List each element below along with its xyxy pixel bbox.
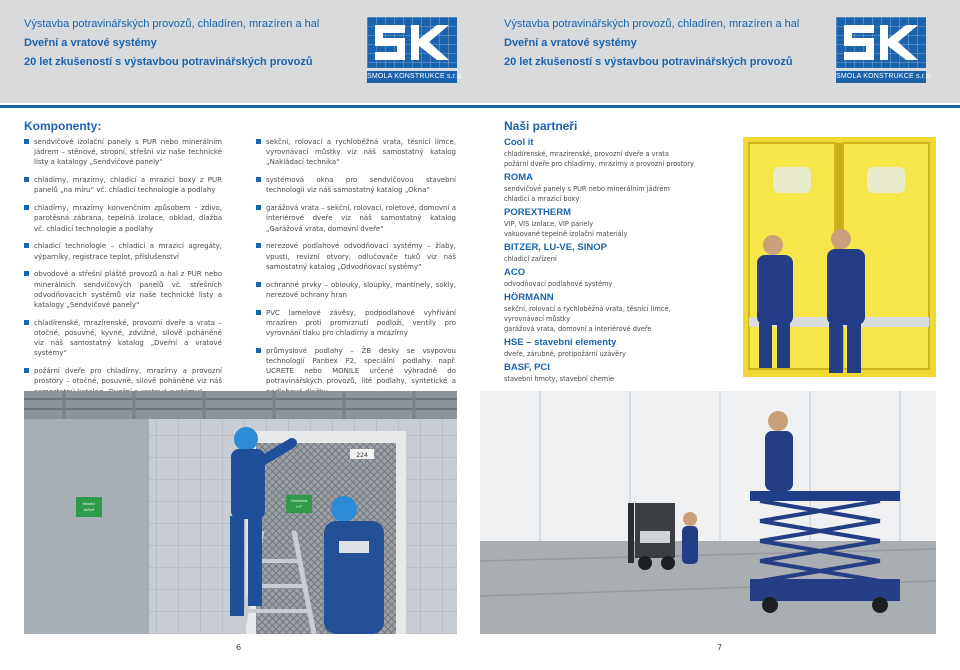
partner-cool-it [504,137,722,169]
partner-desc: garážová vrata, domovní a interiérové dveře [504,325,652,333]
company-logo [836,17,933,87]
page-number-right: 7 [717,643,723,652]
component-item: nerezové podlahové odvodňovací systémy – žlaby, vpusti, revizní otvory, odlučovače tuků viz náš samostatný katalog „Odvodňovací systémy“ [256,241,456,272]
component-item: garážová vrata – sekční, rolovací, roletové, domovní a interiérové dveře viz náš samostatný katalog „Garážová vrata, domovní dveře“ [256,203,456,234]
components-column-2 [256,137,456,404]
partner-name: Cool it [504,137,534,148]
partner-desc: chladicí a mrazicí boxy [504,195,580,203]
partner-desc: sekční, rolovací a rychloběžná vrata, těsnicí límce, [504,305,671,313]
right-header [480,0,960,103]
left-header [0,0,480,103]
component-item: chladírny, mrazírny, chladicí a mrazicí boxy z PUR panelů „na míru“ vč. chladicí technologie a podlahy [24,175,222,195]
partner-bitzer [504,242,722,264]
left-blue-rule [0,105,480,108]
header-line-1: Výstavba potravinářských provozů, chladíren, mrazíren a hal [504,18,800,30]
page-number-left: 6 [236,643,242,652]
partner-hormann [504,292,722,334]
partner-roma [504,172,722,204]
partner-desc: sendvičové panely s PUR nebo minerálním jádrem [504,185,670,193]
hall-photo [480,391,936,634]
partner-desc: chladírenské, mrazírenské, provozní dveře a vrata [504,150,669,158]
partner-desc: odvodňovací podlahové systémy [504,280,613,288]
partner-desc: stavební hmoty, stavební chemie [504,375,615,383]
partner-name: POREXTHERM [504,207,572,218]
partner-aco [504,267,722,289]
partner-desc: vyrovnávací můstky [504,315,571,323]
door-number: 224 [356,452,368,459]
components-title: Komponenty: [24,119,102,133]
partner-name: BITZER, LU-VE, SINOP [504,242,607,253]
partner-name: HÖRMANN [504,292,554,303]
left-header-lines [24,15,319,72]
partner-desc: vakuované tepelně izolační materiály [504,230,628,238]
sk-logo-mark [367,17,457,68]
partner-basf [504,362,722,384]
component-item: chladírny, mrazírny konvenčním způsobem - zdivo, parotěsná zábrana, tepelná izolace, obklad, dlažba vč. chladicí technologie a podlahy [24,203,222,234]
component-item: chladírenské, mrazírenské, provozní dveře a vrata – otočné, posuvné, kyvné, zdvižné, silově poháněné viz náš samostatný katalog „Dveřní a vratové systémy“ [24,318,222,359]
logo-company-name: SMOLA KONSTRUKCE s.r.o. [836,71,926,83]
sign-1-line-1: Mrazící [82,502,96,506]
partner-porextherm [504,207,722,239]
header-line-3: 20 let zkušeností s výstavbou potravinářských provozů [24,56,313,68]
sign-2-line-1: Chladírna [290,499,308,503]
partner-desc: požární dveře pro chladírny, mrazírny a provozní prostory [504,160,694,168]
partner-desc: dveře, zárubně, protipožární uzávěry [504,350,626,358]
component-item: ochranné prvky – oblouky, sloupky, mantinely, sokly, nerezové ochrany hran [256,280,456,300]
partners-list [504,137,722,387]
partner-name: ACO [504,267,526,278]
partner-name: ROMA [504,172,534,183]
header-line-2: Dveřní a vratové systémy [24,37,157,49]
partner-desc: VIP, VIS izolace, VIP panely [504,220,594,228]
component-item: obvodové a střešní pláště provozů a hal z PUR nebo minerálních sendvičových panelů vč. střešních odvodňovacích systémů viz naše technické listy a katalogy „Sendvičové panely“ [24,269,222,310]
partners-title: Naši partneři [504,119,578,133]
header-line-3: 20 let zkušeností s výstavbou potravinářských provozů [504,56,793,68]
installation-photo [24,391,457,634]
company-logo [367,17,464,87]
header-line-1: Výstavba potravinářských provozů, chladíren, mrazíren a hal [24,18,320,30]
header-line-2: Dveřní a vratové systémy [504,37,637,49]
doors-photo [743,137,936,377]
logo-company-name: SMOLA KONSTRUKCE s.r.o. [367,71,457,83]
right-page [480,0,960,670]
component-item: sekční, rolovací a rychloběžná vrata, těsnicí límce, vyrovnávací můstky viz náš samostatný katalog „Nakládací technika“ [256,137,456,168]
component-item: požární dveře pro chladírny, mrazírny a provozní prostory – otočné, posuvné, silově poháněné viz náš [24,366,222,397]
component-item: sendvičové izolační panely s PUR nebo minerálním jádrem – stěnové, stropní, střešní viz naše technické listy a katalogy „Sendvičové panely“ [24,137,222,168]
component-item: průmyslové podlahy – ŽB desky se vsypovou technologií Panbex F2, speciální podlahy např. UCRETE nebo MONILE určené výhradně do potravinářských provozů, lité podlahy, syntetické a [256,346,456,397]
partner-name: BASF, PCI [504,362,550,373]
component-item: chladicí technologie – chladicí a mrazicí agregáty, výparníky, registrace teplot, příslušenství [24,241,222,261]
components-column-1 [24,137,222,404]
sk-logo-mark [836,17,926,68]
component-item: systémová okna pro sendvičovou stavební technologii viz náš samostatný katalog „Okna“ [256,175,456,195]
partner-hse [504,337,722,359]
component-item: PVC lamelové závěsy, podpodlahové vyhřívání mrazíren proti promrznutí podloží, ventily pro vyrovnání tlaku pro chladírny a mrazírny [256,308,456,339]
sign-2-line-2: +5° [295,505,303,509]
partner-desc: chladicí zařízení [504,255,557,263]
right-blue-rule [480,105,960,108]
right-header-lines [504,15,799,72]
partner-name: HSE – stavební elementy [504,337,617,348]
sign-1-line-2: skříně [83,508,95,512]
